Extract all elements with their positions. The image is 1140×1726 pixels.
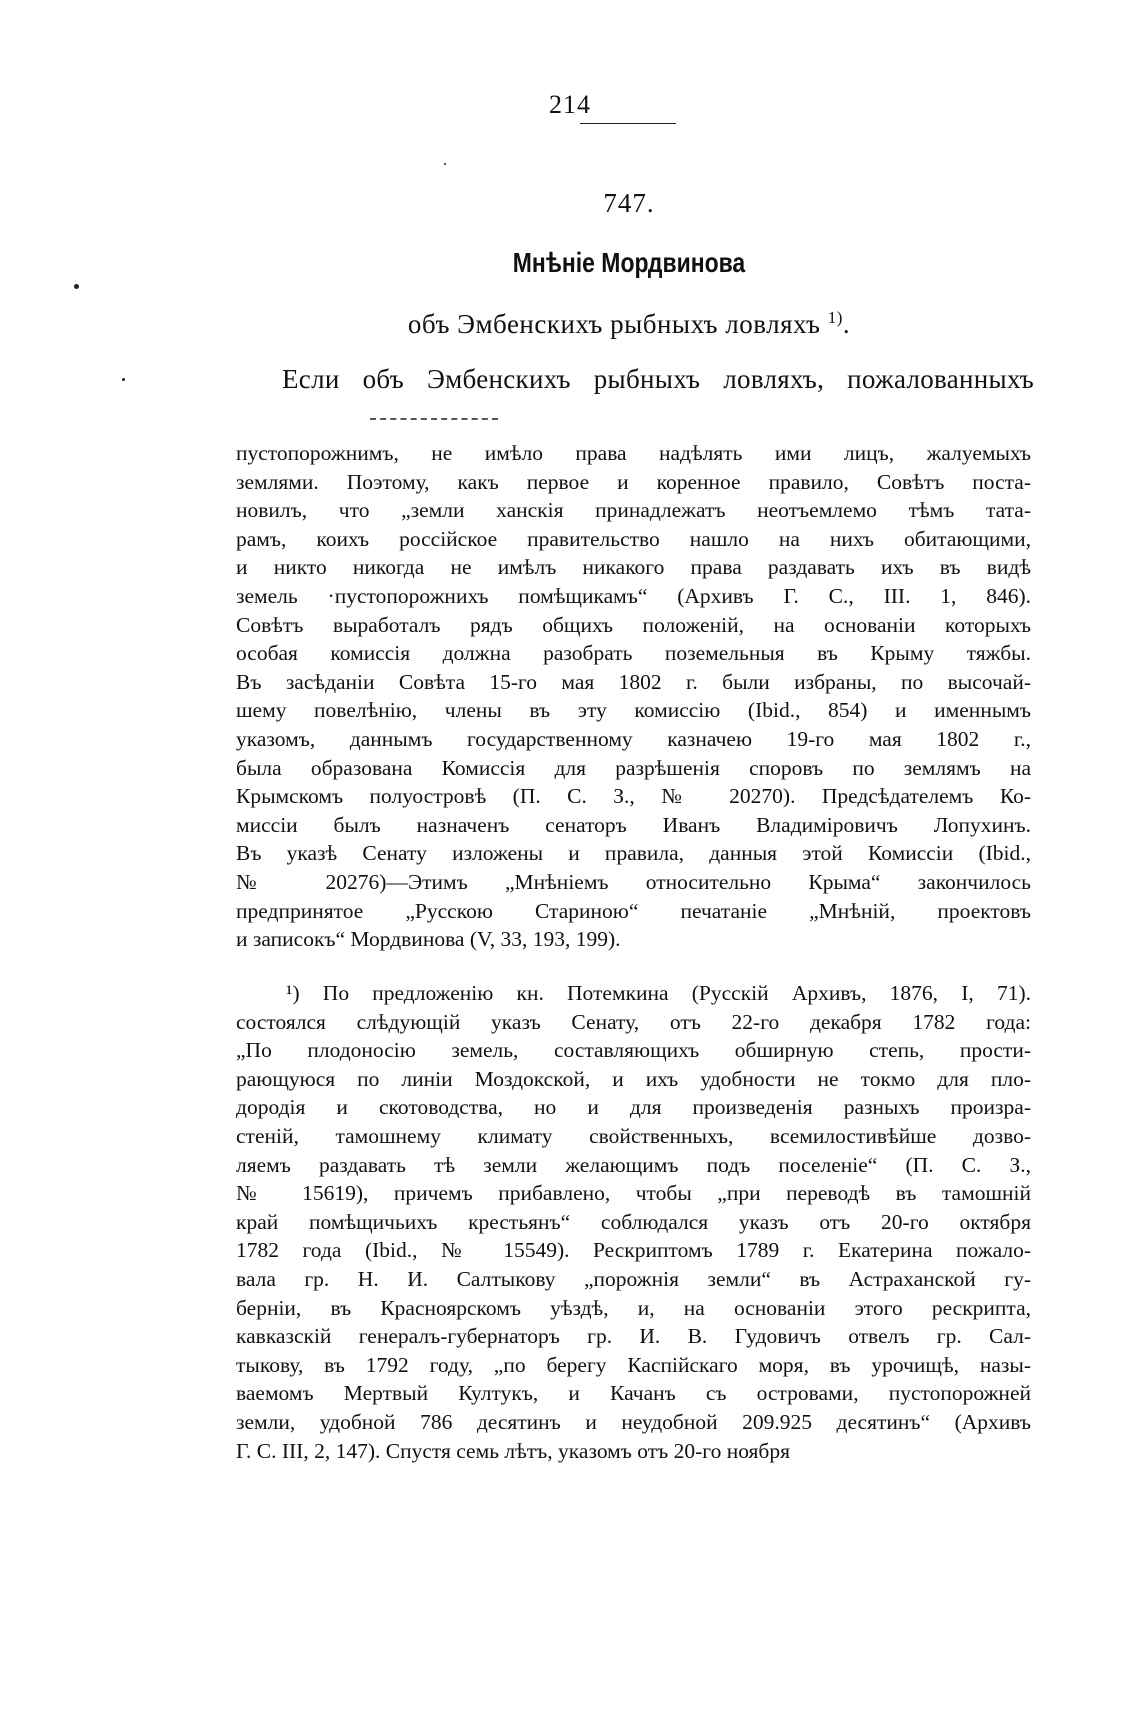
- footnote-line: берніи, въ Красноярскомъ уѣздѣ, и, на основаніи этого рескрипта,: [236, 1295, 1031, 1320]
- page-number: 214: [549, 90, 591, 119]
- footnote-line: стеній, тамошнему климату свойственныхъ, всемилостивѣйше дозво-: [236, 1123, 1031, 1148]
- document-subtitle: [0, 308, 1140, 340]
- scan-speck: [74, 284, 79, 289]
- main-text-line: Крымскомъ полуостровѣ (П. С. З., № 20270). Предсѣдателемъ Ко-: [236, 784, 1031, 809]
- footnote-line: ваемомъ Мертвый Култукъ, и Качанъ съ островами, пустопорожней: [236, 1381, 1031, 1406]
- scan-speck: [444, 163, 446, 165]
- footnote-line: ляемъ раздавать тѣ земли желающимъ подъ поселеніе“ (П. С. З.,: [236, 1152, 1031, 1177]
- main-text-line: была образована Комиссія для разрѣшенія споровъ по землямъ на: [236, 755, 1031, 780]
- subtitle-text: объ Эмбенскихъ рыбныхъ ловляхъ: [407, 309, 821, 339]
- footnote-line: тыкову, въ 1792 году, „по берегу Каспійскаго моря, въ урочищѣ, назы-: [236, 1352, 1031, 1377]
- main-text-line: Въ засѣданіи Совѣта 15-го мая 1802 г. были избраны, по высочай-: [236, 669, 1031, 694]
- lead-line: Если объ Эмбенскихъ рыбныхъ ловляхъ, пожалованныхъ: [282, 364, 1034, 394]
- footnote-line: ¹) По предложенію кн. Потемкина (Русскій Архивъ, 1876, I, 71).: [286, 981, 1031, 1005]
- page-number-underline: [580, 123, 676, 124]
- main-text-line: рамъ, коихъ россійское правительство нашло на нихъ обитающими,: [236, 526, 1031, 551]
- footnote-line: вала гр. Н. И. Салтыкову „порожнія земли“ въ Астраханской гу-: [236, 1266, 1031, 1291]
- main-text-line: указомъ, даннымъ государственному казначею 19-го мая 1802 г.,: [236, 726, 1031, 751]
- main-text-line: миссіи былъ назначенъ сенаторъ Иванъ Владиміровичъ Лопухинъ.: [236, 812, 1031, 837]
- footnote-line: дородія и скотоводства, но и для произведенія разныхъ произра-: [236, 1095, 1031, 1120]
- main-text-line: землями. Поэтому, какъ первое и коренное правило, Совѣтъ поста-: [236, 469, 1031, 494]
- main-text-line: земель ·пустопорожнихъ помѣщикамъ“ (Архивъ Г. С., III. 1, 846).: [236, 583, 1031, 608]
- main-text-line: предпринятое „Русскою Стариною“ печатаніе „Мнѣній, проектовъ: [236, 898, 1031, 923]
- footnote-line: „По плодоносію земель, составляющихъ обширную степь, прости-: [236, 1038, 1031, 1063]
- footnote-line: кавказскій генералъ-губернаторъ гр. И. В. Гудовичъ отвелъ гр. Сал-: [236, 1324, 1031, 1349]
- footnote-line: земли, удобной 786 десятинъ и неудобной 209.925 десятинъ“ (Архивъ: [236, 1409, 1031, 1434]
- scan-speck: [122, 378, 125, 381]
- footnote-line: край помѣщичьихъ крестьянъ“ соблюдался указъ отъ 20-го октября: [236, 1209, 1031, 1234]
- document-title: Мнѣніе Мордвинова: [512, 247, 746, 278]
- subtitle-period: .: [842, 309, 851, 339]
- main-text-block: [236, 439, 1031, 954]
- subtitle-footnote-marker: 1): [827, 308, 843, 327]
- footnote-line: рающуюся по линіи Моздокской, и ихъ удобности не токмо для пло-: [236, 1066, 1031, 1091]
- footnote-text-block: [236, 979, 1031, 1465]
- main-text-line: Совѣтъ выработалъ рядъ общихъ положеній, на основаніи которыхъ: [236, 612, 1031, 637]
- footnote-line: Г. С. III, 2, 147). Спустя семь лѣтъ, указомъ отъ 20-го ноября: [236, 1438, 791, 1463]
- main-text-line: № 20276)—Этимъ „Мнѣніемъ относительно Крыма“ закончилось: [236, 869, 1031, 894]
- cut-mark-divider: [370, 418, 498, 420]
- footnote-line: состоялся слѣдующій указъ Сенату, отъ 22-го декабря 1782 года:: [236, 1009, 1031, 1034]
- main-text-line: Въ указѣ Сенату изложены и правила, данныя этой Комиссіи (Ibid.,: [236, 841, 1031, 866]
- footnote-line: 1782 года (Ibid., № 15549). Рескриптомъ 1789 г. Екатерина пожало-: [236, 1238, 1031, 1263]
- main-text-line: пустопорожнимъ, не имѣло права надѣлять ими лицъ, жалуемыхъ: [236, 441, 1031, 465]
- main-text-line: и никто никогда не имѣлъ никакого права раздавать ихъ въ видѣ: [236, 555, 1031, 580]
- document-number: 747.: [603, 188, 655, 218]
- main-text-line: новилъ, что „земли ханскія принадлежатъ неотъемлемо тѣмъ тата-: [236, 498, 1031, 523]
- main-text-line: и записокъ“ Мордвинова (V, 33, 193, 199).: [236, 927, 621, 952]
- main-text-line: особая комиссія должна разобрать поземельныя въ Крыму тяжбы.: [236, 641, 1031, 666]
- main-text-line: шему повелѣнію, члены въ эту комиссію (Ibid., 854) и именнымъ: [236, 698, 1031, 723]
- footnote-line: № 15619), причемъ прибавлено, чтобы „при переводѣ въ тамошній: [236, 1181, 1031, 1206]
